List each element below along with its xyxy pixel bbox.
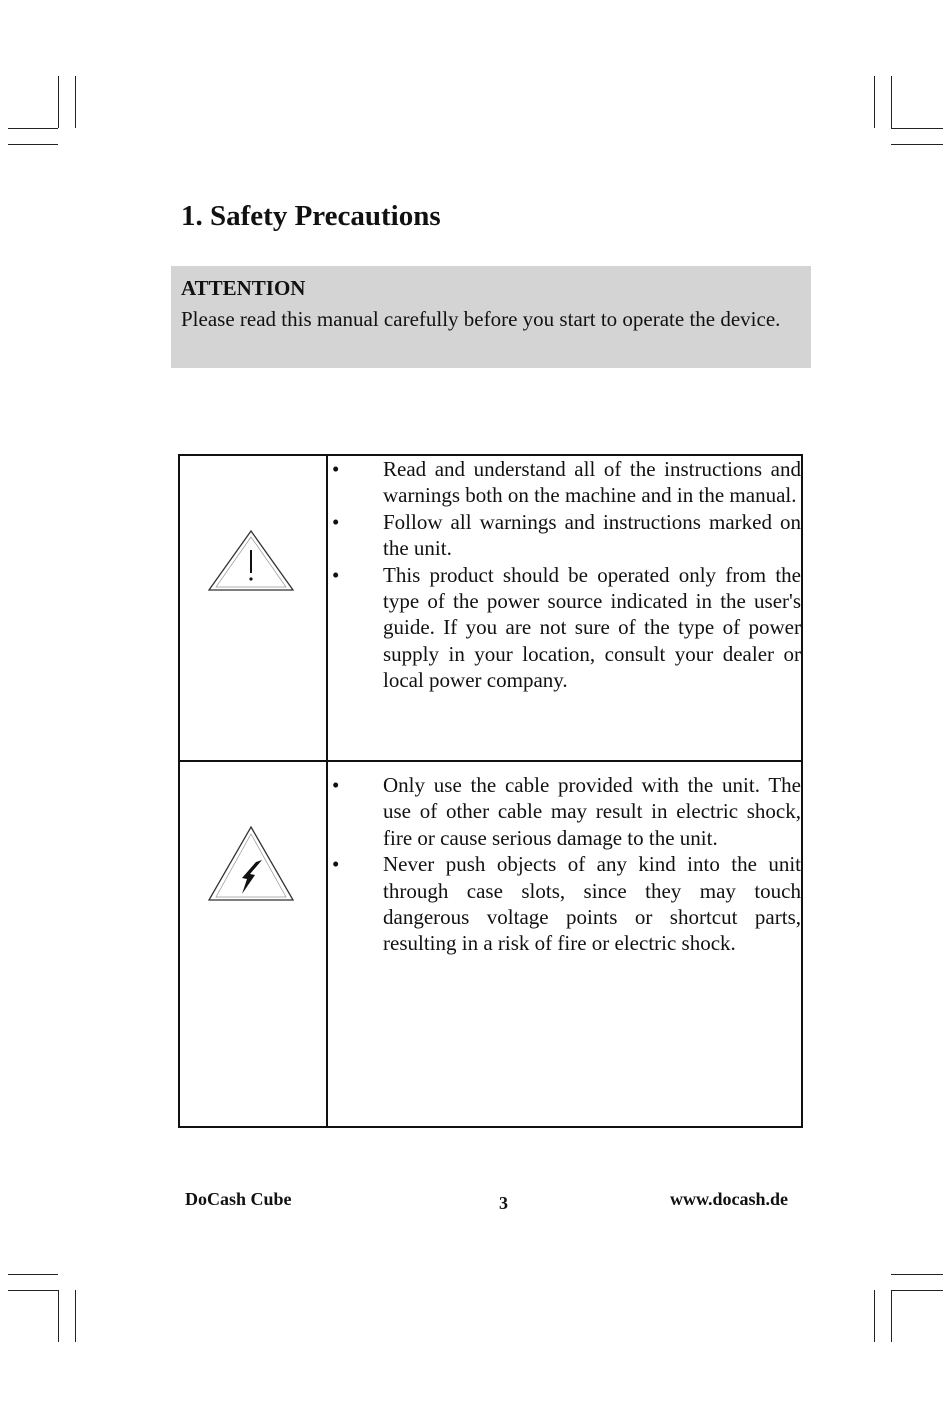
- icon-cell: [179, 455, 327, 761]
- page-title: 1. Safety Precautions: [181, 200, 441, 232]
- text-cell: [327, 455, 802, 761]
- warning-exclamation-icon: [206, 528, 296, 594]
- text-cell: [327, 761, 802, 1127]
- attention-title: ATTENTION: [181, 276, 306, 300]
- list-item: • This product should be operated only from the type of the power source indicated in the user's guide. If you are not sure of the type of power supply in your location, consult your dealer or local power company.: [328, 562, 801, 694]
- list-item: • Follow all warnings and instructions marked on the unit.: [328, 509, 801, 562]
- bullet-list: [328, 772, 801, 957]
- footer-url: www.docash.de: [670, 1189, 789, 1209]
- safety-row: [179, 761, 802, 1127]
- electric-shock-warning-icon: [206, 824, 296, 904]
- attention-box: [171, 266, 811, 368]
- list-item: • Only use the cable provided with the unit. The use of other cable may result in electric shock, fire or cause serious damage to the unit.: [328, 772, 801, 851]
- page-number: 3: [499, 1193, 508, 1213]
- icon-cell: [179, 761, 327, 1127]
- list-item: • Never push objects of any kind into the unit through case slots, since they may touch dangerous voltage points or shortcut parts, resulting in a risk of fire or electric shock.: [328, 851, 801, 957]
- bullet-list: [328, 456, 801, 694]
- safety-table: [178, 454, 803, 1128]
- list-item: • Read and understand all of the instructions and warnings both on the machine and in the manual.: [328, 456, 801, 509]
- footer-brand: DoCash Cube: [185, 1189, 292, 1209]
- safety-row: [179, 455, 802, 761]
- attention-text: Please read this manual carefully before you start to operate the device.: [181, 307, 781, 331]
